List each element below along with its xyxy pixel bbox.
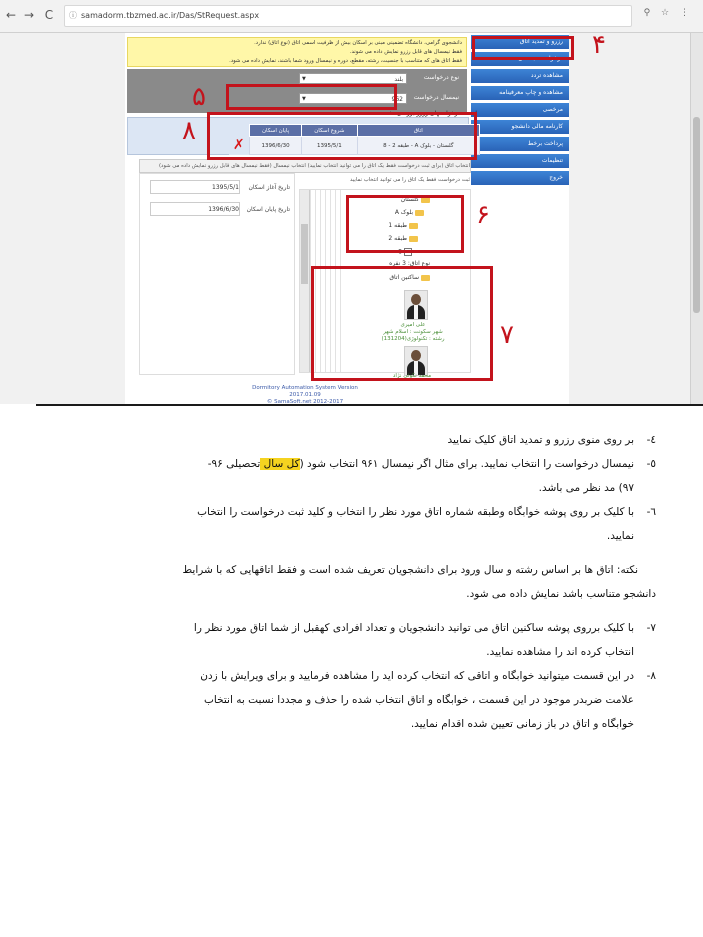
highlighted-text: کل سال (260, 458, 300, 470)
delete-icon[interactable]: ✗ (232, 137, 245, 153)
url-text: samadorm.tbzmed.ac.ir/Das/StRequest.aspx (81, 11, 260, 20)
annotation-box-7 (311, 266, 493, 381)
info-icon[interactable]: ⓘ (69, 11, 77, 20)
tree-scrollbar[interactable] (300, 190, 310, 372)
annotation-number-5: ۵ (192, 82, 206, 112)
chevron-down-icon: ▼ (302, 96, 306, 102)
chevron-down-icon: ▼ (302, 76, 306, 82)
notice-line: فقط اتاق های که متناسب با جنسیت، رشته، مقطع، دوره و نیمسال ورود شما باشند، نمایش داده می شود. (229, 58, 462, 64)
select-bar: انتخاب اتاق (برای ثبت درخواست فقط یک اتاق را می توانید انتخاب نمایید) انتخاب نیمسال (فقط نیمسال های قابل رزرو نمایش داده می شود) (139, 159, 471, 173)
annotation-number-6: ۶ (476, 200, 490, 230)
tree-node-label: طبقه 2 (388, 235, 407, 242)
checkbox-icon[interactable]: ✓ (405, 249, 411, 255)
sidebar-item-letter[interactable]: مشاهده و چاپ معرفینامه (471, 86, 569, 100)
item-marker: ٥- (646, 458, 656, 470)
tree-node-label: بلوک A (394, 209, 413, 216)
instruction-item (40, 428, 656, 452)
note (40, 558, 656, 606)
instruction-continuation (40, 688, 656, 712)
embedded-screenshot (0, 0, 703, 404)
divider (36, 404, 703, 406)
semester-value: 962 (391, 96, 403, 103)
item-text: بر روی منوی رزرو و تمدید اتاق کلیک نمایید (447, 434, 634, 446)
item-marker: ٧- (646, 622, 656, 634)
cell-end: 1396/6/30 (250, 137, 302, 155)
tree-node-label: گلستان (400, 196, 419, 203)
end-date-label: تاریخ پایان اسکان (246, 206, 290, 213)
room-info: نوع اتاق: 3 نفره (389, 260, 430, 267)
sidebar-item-group-request[interactable]: درخواست جمعدی (471, 52, 569, 66)
sidebar-item-leave[interactable]: مرخصی (471, 103, 569, 117)
instruction-continuation (40, 640, 656, 664)
annotation-number-7: ۷ (500, 320, 514, 350)
sidebar-item-reserve[interactable]: رزرو و تمدید اتاق (471, 35, 569, 49)
requests-title: لیست درخواستهای رزرو بررسی نشده (381, 110, 477, 117)
occupant-name: علی امیری (400, 322, 426, 328)
annotation-box-5 (226, 84, 397, 110)
annotation-box-4 (472, 36, 574, 60)
address-bar[interactable] (64, 5, 632, 27)
item-text: انتخاب کرده اند را مشاهده نمایید. (486, 646, 634, 658)
occupant-city: شهر سکونت : اسلام شهر (383, 329, 443, 335)
end-date-row (150, 202, 290, 217)
item-text: نیمسال درخواست را انتخاب نمایید. برای مثال اگر نیمسال ۹۶۱ انتخاب شود ( (299, 458, 634, 470)
notice-line: دانشجوی گرامی، دانشگاه تضمینی مبنی بر اسکان بیش از ظرفیت اسمی اتاق (نوع اتاق) ندارد. (254, 40, 462, 46)
instruction-continuation (40, 712, 656, 736)
item-marker: ٦- (646, 506, 656, 518)
page-scrollbar[interactable] (690, 33, 703, 404)
item-text: علامت ضربدر موجود در این قسمت ، خوابگاه و اتاق انتخاب شده را حذف و مجددا نسبت به انتخاب (204, 694, 634, 706)
browser-toolbar (0, 0, 703, 33)
item-text: ۹۷) مد نظر می باشد. (538, 482, 634, 494)
item-text-after: تحصیلی ۹۶- (207, 458, 261, 470)
occupant-name-2: محمد نکوئی نژاد (392, 373, 432, 379)
select-bar-note: ثبت درخواست فقط یک اتاق را می توانید انتخاب نمایید (350, 177, 470, 183)
notice-line: فقط نیمسال های قابل رزرو نمایش داده می شوند. (349, 49, 462, 55)
instruction-item (40, 452, 656, 476)
type-select[interactable] (299, 73, 407, 84)
tree-node-label: طبقه 1 (388, 222, 407, 229)
tree-node-label: 8 (398, 248, 402, 256)
instructions (40, 428, 656, 736)
instruction-item (40, 664, 656, 688)
tree-node-label: ساکنین اتاق (389, 274, 419, 281)
instructions-part-2 (40, 616, 656, 736)
end-date-field[interactable]: 1396/6/30 (150, 202, 240, 216)
sidebar-item-finance[interactable]: کارنامه مالی دانشجو (471, 120, 569, 134)
start-date-field[interactable]: 1395/5/1 (150, 180, 240, 194)
footer-version: Dormitory Automation System Version 2017.01.09 (252, 385, 358, 398)
cell-room: گلستان - بلوک A - طبقه 2 - 8 (357, 137, 479, 155)
back-icon[interactable]: ← (5, 8, 17, 22)
item-text: خوابگاه و اتاق در باز زمانی تعیین شده اقدام نمایید. (410, 718, 634, 730)
annotation-box-8 (207, 112, 477, 160)
notice-box (127, 37, 467, 67)
item-text: در این قسمت میتوانید خوابگاه و اتاقی که انتخاب کرده اید را مشاهده فرمایید و برای ویرایش با زدن (200, 670, 634, 682)
start-date-label: تاریخ آغاز اسکان (248, 184, 290, 191)
sidebar-item-payment[interactable]: پرداخت برخط (471, 137, 569, 151)
scrollbar-thumb[interactable] (693, 117, 700, 313)
footer-copyright: © SamaSoft.net 2012-2017 (266, 399, 344, 404)
browser-action-icons[interactable]: ⚲ ☆ ⋮ (643, 8, 693, 18)
tree-scrollbar-thumb[interactable] (301, 224, 308, 284)
instruction-continuation (40, 476, 656, 500)
item-text: با کلیک برروی پوشه ساکنین اتاق می توانید دانشجویان و تعداد افرادی کهقبل از شما اتاق مورد نظر را (193, 622, 634, 634)
type-value: بلند (394, 76, 403, 83)
sidebar-item-logout[interactable]: خروج (471, 171, 569, 185)
annotation-number-4: ۴ (592, 30, 606, 60)
instruction-item (40, 500, 656, 524)
sidebar-item-traffic[interactable]: مشاهده تردد (471, 69, 569, 83)
item-text: با کلیک بر روی پوشه خوابگاه وطبقه شماره اتاق مورد نظر را انتخاب و کلید ثبت درخواست را انتخاب (197, 506, 634, 518)
start-date-row (150, 180, 290, 195)
occupant-field: رشته : تکنولوژی(131204) (381, 336, 445, 342)
annotation-number-8: ۸ (182, 116, 196, 146)
column-header: پایان اسکان (250, 125, 302, 137)
note-line: نکته: اتاق ها بر اساس رشته و سال ورود برای دانشجویان تعریف شده است و فقط اتاقهایی که با شرایط (182, 564, 638, 576)
forward-icon[interactable]: → (23, 8, 35, 22)
column-header: اتاق (357, 125, 479, 137)
semester-label: نیمسال درخواست (413, 94, 459, 101)
item-marker: ٨- (646, 670, 656, 682)
type-label: نوع درخواست (423, 74, 459, 81)
annotation-box-6 (346, 195, 464, 253)
item-marker: ٤- (646, 434, 656, 446)
cell-start: 1395/5/1 (302, 137, 357, 155)
instruction-item (40, 616, 656, 640)
date-panel (139, 173, 295, 375)
reload-icon[interactable]: C (44, 8, 54, 22)
instruction-continuation (40, 524, 656, 548)
item-text: نمایید. (606, 530, 634, 542)
note-line: دانشجو متناسب باشد نمایش داده می شود. (466, 588, 656, 600)
sidebar-item-settings[interactable]: تنظیمات (471, 154, 569, 168)
column-header: شروع اسکان (302, 125, 357, 137)
footer (245, 385, 365, 404)
